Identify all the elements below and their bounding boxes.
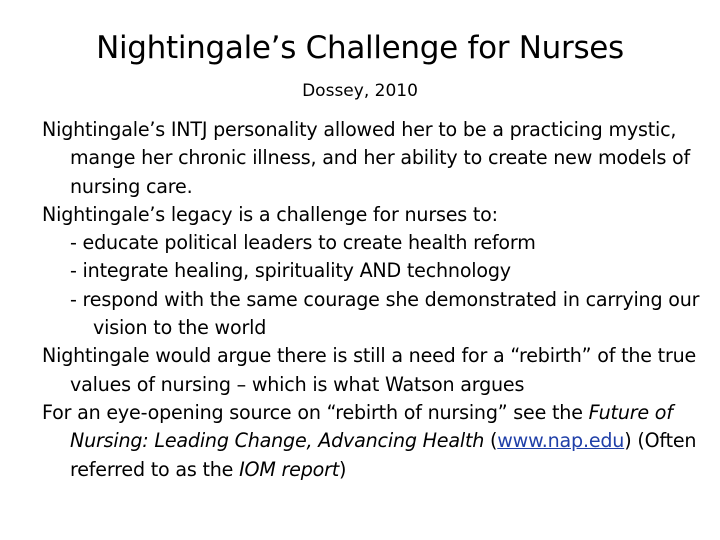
citation-text: Dossey, 2010 — [302, 81, 418, 101]
slide-title: Nightingale’s Challenge for Nurses — [96, 30, 624, 66]
paragraph-rebirth: Nightingale would argue there is still a need for a “rebirth” of the true values of nursing – which is what Watson argues — [42, 344, 697, 396]
slide-subtitle — [0, 81, 720, 101]
list-item: - educate political leaders to create health reform — [70, 231, 536, 255]
book-title: Future of Nursing: Leading Change, Advancing Health — [70, 400, 673, 453]
list-item: - respond with the same courage she demonstrated in carrying our vision to the world — [70, 287, 700, 340]
slide-body — [42, 116, 707, 484]
challenge-list — [42, 229, 707, 342]
paragraph-personality: Nightingale’s INTJ personality allowed her to be a practicing mystic, mange her chronic illness, and her ability to create new models of nursing care. — [42, 118, 691, 198]
close-text: ) — [339, 457, 347, 481]
source-lead-text: For an eye-opening source on “rebirth of nursing” see the — [42, 400, 589, 424]
paren-open-text: ( — [484, 429, 498, 453]
nap-link[interactable]: www.nap.edu — [497, 429, 625, 453]
middle-text: ) (Often referred to as the — [70, 429, 697, 481]
list-item: - integrate healing, spirituality AND technology — [70, 259, 511, 283]
report-name: IOM report — [239, 457, 340, 481]
paragraph-source — [42, 399, 707, 484]
paragraph-legacy: Nightingale’s legacy is a challenge for nurses to: — [42, 202, 498, 226]
